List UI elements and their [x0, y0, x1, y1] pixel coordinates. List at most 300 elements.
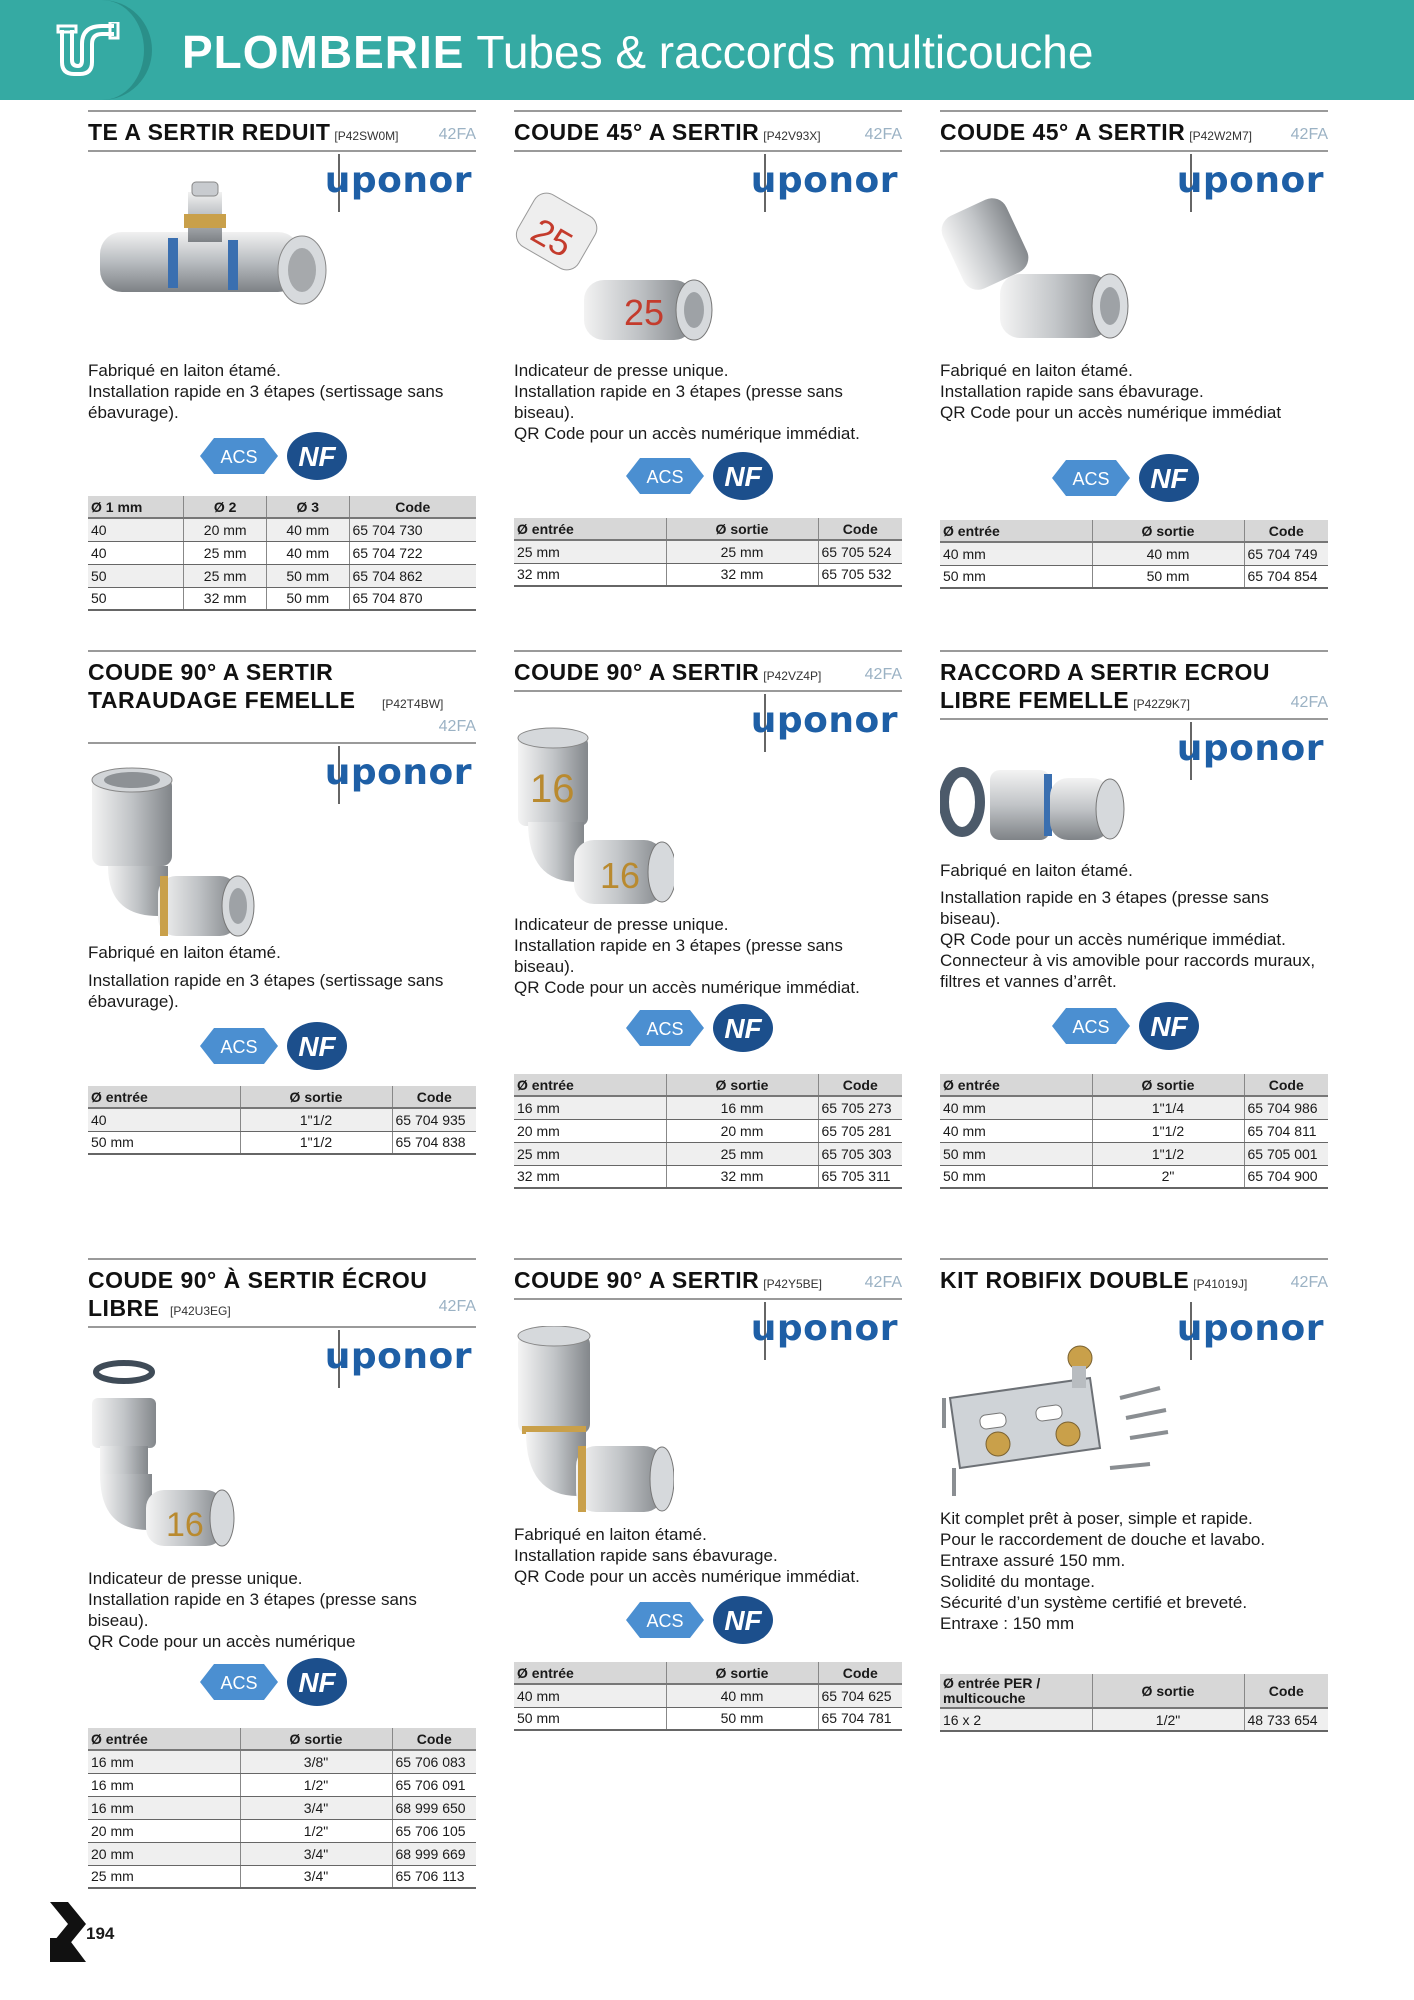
table-cell: 65 704 870	[349, 587, 476, 610]
page-number: 194	[86, 1924, 115, 1943]
elbow-90-female-image	[88, 766, 268, 946]
col-header: Ø sortie	[240, 1086, 392, 1108]
product-description	[514, 914, 902, 998]
table-cell: 3/4"	[240, 1842, 392, 1865]
table-cell: 40	[88, 1108, 240, 1131]
table-cell: 65 705 303	[818, 1142, 902, 1165]
table-cell: 1"1/2	[240, 1131, 392, 1154]
spec-table	[514, 1074, 902, 1189]
brand-text: uponor	[324, 160, 472, 201]
uponor-logo	[750, 154, 902, 212]
table-cell: 25 mm	[666, 1142, 818, 1165]
table-cell: 25 mm	[184, 541, 267, 564]
table-cell: 20 mm	[88, 1842, 240, 1865]
table-row	[940, 1142, 1328, 1165]
desc-line: QR Code pour un accès numérique immédiat	[940, 403, 1282, 422]
table-cell: 65 705 001	[1244, 1142, 1328, 1165]
product-title: COUDE 45° A SERTIR	[514, 119, 760, 145]
product-ref: [P42VZ4P]	[763, 669, 822, 683]
product-category: 42FA	[438, 126, 476, 143]
table-row	[88, 587, 476, 610]
desc-line: Sécurité d’un système certifié et breveté.	[940, 1593, 1248, 1612]
nf-text: NF	[724, 1013, 762, 1044]
table-cell: 65 706 113	[392, 1865, 476, 1888]
table-row	[940, 542, 1328, 565]
nf-badge	[1136, 1000, 1202, 1052]
table-cell: 3/4"	[240, 1865, 392, 1888]
desc-line: Fabriqué en laiton étamé.	[940, 361, 1133, 380]
table-cell: 2"	[1092, 1165, 1244, 1188]
col-header: Ø 3	[266, 496, 349, 518]
product-category: 42FA	[1290, 1274, 1328, 1291]
brand-text: uponor	[750, 700, 898, 741]
table-cell: 65 706 105	[392, 1819, 476, 1842]
elbow-90-nut-image	[88, 1360, 238, 1550]
col-header: Ø sortie	[1092, 1074, 1244, 1096]
table-cell: 40	[88, 518, 184, 541]
table-cell: 40 mm	[666, 1684, 818, 1707]
col-header: Ø sortie	[666, 518, 818, 540]
product-description	[940, 360, 1328, 423]
nf-badge	[284, 1656, 350, 1708]
product-kit-robifix-double	[940, 1258, 1328, 1758]
product-top-rule	[514, 650, 902, 652]
col-header: Code	[349, 496, 476, 518]
product-description	[514, 1524, 902, 1587]
uponor-logo	[324, 1330, 476, 1388]
uponor-logo	[1176, 722, 1328, 780]
acs-text: ACS	[646, 1611, 684, 1631]
acs-text: ACS	[646, 467, 684, 487]
table-cell: 40 mm	[266, 541, 349, 564]
col-header: Ø sortie	[1092, 520, 1244, 542]
table-cell: 65 704 862	[349, 564, 476, 587]
product-ref: [P42T4BW]	[382, 697, 444, 711]
table-row	[88, 564, 476, 587]
product-top-rule	[514, 110, 902, 112]
table-cell: 50 mm	[514, 1707, 666, 1730]
table-cell: 68 999 650	[392, 1796, 476, 1819]
table-cell: 65 705 311	[818, 1165, 902, 1188]
table-cell: 65 704 730	[349, 518, 476, 541]
nf-text: NF	[298, 1667, 336, 1698]
table-header-row	[88, 1728, 476, 1750]
table-cell: 20 mm	[184, 518, 267, 541]
product-description	[940, 1508, 1328, 1634]
desc-line: Installation rapide en 3 étapes (presse sans biseau).	[514, 382, 843, 422]
product-category: 42FA	[438, 718, 476, 735]
acs-text: ACS	[646, 1019, 684, 1039]
spec-table	[514, 518, 902, 587]
uponor-logo	[750, 1302, 902, 1360]
product-top-rule	[88, 1258, 476, 1260]
table-cell: 16 mm	[514, 1096, 666, 1119]
table-row	[940, 1708, 1328, 1731]
certifications	[200, 430, 360, 482]
product-ref: [P42W2M7]	[1189, 129, 1252, 143]
table-cell: 65 704 811	[1244, 1119, 1328, 1142]
table-row	[88, 1773, 476, 1796]
certifications	[626, 1002, 786, 1054]
product-title: COUDE 90° A SERTIR	[514, 659, 760, 685]
product-description	[88, 942, 476, 1012]
table-row	[88, 1819, 476, 1842]
table-row	[940, 1165, 1328, 1188]
table-cell: 32 mm	[514, 563, 666, 586]
te-fitting-image	[88, 172, 328, 342]
product-top-rule	[88, 650, 476, 652]
table-cell: 65 704 781	[818, 1707, 902, 1730]
product-top-rule	[514, 1258, 902, 1260]
section-name: PLOMBERIE	[182, 26, 465, 78]
table-cell: 32 mm	[514, 1165, 666, 1188]
col-header: Ø entrée	[940, 1074, 1092, 1096]
col-header: Code	[392, 1086, 476, 1108]
table-cell: 1"1/2	[1092, 1119, 1244, 1142]
robifix-kit-image	[940, 1328, 1180, 1498]
table-cell: 50 mm	[940, 1165, 1092, 1188]
col-header: Code	[392, 1728, 476, 1750]
product-title: RACCORD A SERTIR ECROU LIBRE FEMELLE	[940, 659, 1271, 713]
table-header-row	[514, 518, 902, 540]
product-title: COUDE 90° A SERTIR	[514, 1267, 760, 1293]
nf-badge	[284, 430, 350, 482]
spec-table	[88, 1086, 476, 1155]
table-cell: 65 705 532	[818, 563, 902, 586]
product-title-row	[88, 1266, 476, 1328]
table-cell: 1/2"	[240, 1773, 392, 1796]
table-cell: 32 mm	[666, 563, 818, 586]
brand-text: uponor	[750, 160, 898, 201]
table-row	[940, 1119, 1328, 1142]
table-header-row	[88, 1086, 476, 1108]
product-title-row	[940, 118, 1328, 152]
acs-text: ACS	[220, 447, 258, 467]
desc-line: QR Code pour un accès numérique immédiat.	[514, 978, 860, 997]
acs-text: ACS	[1072, 469, 1110, 489]
table-cell: 50	[88, 564, 184, 587]
desc-line: Entraxe : 150 mm	[940, 1614, 1075, 1633]
table-cell: 40 mm	[266, 518, 349, 541]
table-cell: 1"1/2	[240, 1108, 392, 1131]
product-title-row	[514, 658, 902, 692]
col-header: Ø entrée PER / multicouche	[940, 1674, 1092, 1708]
product-te-sertir-reduit	[88, 110, 476, 620]
product-coude-90-ecrou-libre	[88, 1258, 476, 1898]
product-ref: [P42V93X]	[763, 129, 821, 143]
product-category: 42FA	[1290, 126, 1328, 143]
col-header: Code	[818, 1662, 902, 1684]
col-header: Ø 2	[184, 496, 267, 518]
col-header: Ø entrée	[514, 1074, 666, 1096]
product-category: 42FA	[1290, 694, 1328, 711]
table-cell: 65 704 838	[392, 1131, 476, 1154]
table-cell: 65 704 854	[1244, 565, 1328, 588]
nf-badge	[710, 1594, 776, 1646]
table-cell: 1/2"	[1092, 1708, 1244, 1731]
table-cell: 50 mm	[266, 587, 349, 610]
table-row	[88, 1750, 476, 1773]
col-header: Code	[1244, 1074, 1328, 1096]
certifications	[1052, 452, 1212, 504]
table-cell: 50 mm	[1092, 565, 1244, 588]
col-header: Code	[818, 1074, 902, 1096]
table-cell: 16 mm	[88, 1750, 240, 1773]
desc-line: Kit complet prêt à poser, simple et rapide.	[940, 1509, 1253, 1528]
table-cell: 65 704 900	[1244, 1165, 1328, 1188]
product-coude-90-sertir-b	[514, 1258, 902, 1758]
product-ref: [P42SW0M]	[334, 129, 399, 143]
uponor-logo	[1176, 1302, 1328, 1360]
acs-badge	[626, 458, 704, 494]
desc-line: QR Code pour un accès numérique immédiat.	[940, 930, 1286, 949]
table-row	[88, 1865, 476, 1888]
product-description	[88, 1568, 476, 1652]
table-cell: 16 mm	[88, 1773, 240, 1796]
product-coude-45-sertir-b	[940, 110, 1328, 620]
product-title: COUDE 90° A SERTIR TARAUDAGE FEMELLE	[88, 659, 356, 713]
table-cell: 20 mm	[514, 1119, 666, 1142]
table-row	[514, 540, 902, 563]
product-title: TE A SERTIR REDUIT	[88, 119, 331, 145]
desc-line: Fabriqué en laiton étamé.	[514, 1525, 707, 1544]
table-header-row	[514, 1662, 902, 1684]
table-header-row	[514, 1074, 902, 1096]
product-coude-90-taraudage-femelle	[88, 650, 476, 1170]
table-cell: 65 705 273	[818, 1096, 902, 1119]
nf-text: NF	[298, 1031, 336, 1062]
table-row	[88, 541, 476, 564]
spec-table	[940, 520, 1328, 589]
product-category: 42FA	[864, 126, 902, 143]
product-description	[940, 860, 1328, 992]
desc-line: Installation rapide en 3 étapes (sertissage sans ébavurage).	[88, 971, 444, 1011]
product-title-row	[88, 118, 476, 152]
product-description	[514, 360, 902, 444]
uponor-logo	[324, 746, 476, 804]
certifications	[1052, 1000, 1212, 1052]
spec-table	[88, 496, 476, 611]
certifications	[626, 450, 786, 502]
uponor-logo	[750, 694, 902, 752]
svg-text:16: 16	[600, 855, 641, 896]
desc-line: QR Code pour un accès numérique immédiat.	[514, 1567, 860, 1586]
table-cell: 20 mm	[666, 1119, 818, 1142]
table-header-row	[940, 520, 1328, 542]
product-ref: [P41019J]	[1193, 1277, 1248, 1291]
brand-text: uponor	[750, 1308, 898, 1349]
uponor-logo	[1176, 154, 1328, 212]
col-header: Ø sortie	[666, 1074, 818, 1096]
table-row	[514, 1707, 902, 1730]
desc-line: QR Code pour un accès numérique immédiat.	[514, 424, 860, 443]
col-header: Code	[1244, 520, 1328, 542]
product-category: 42FA	[864, 1274, 902, 1291]
acs-badge	[626, 1010, 704, 1046]
table-cell: 25 mm	[184, 564, 267, 587]
desc-line: Fabriqué en laiton étamé.	[88, 361, 281, 380]
nf-text: NF	[724, 461, 762, 492]
table-cell: 50 mm	[266, 564, 349, 587]
desc-line: Installation rapide sans ébavurage.	[514, 1546, 778, 1565]
brand-text: uponor	[324, 752, 472, 793]
desc-line: Fabriqué en laiton étamé.	[88, 943, 281, 962]
spec-table	[940, 1674, 1328, 1732]
product-coude-45-sertir-a	[514, 110, 902, 620]
product-title: COUDE 45° A SERTIR	[940, 119, 1186, 145]
table-cell: 50 mm	[940, 565, 1092, 588]
brand-text: uponor	[1176, 728, 1324, 769]
table-cell: 20 mm	[88, 1819, 240, 1842]
table-cell: 50 mm	[88, 1131, 240, 1154]
table-header-row	[940, 1074, 1328, 1096]
table-cell: 32 mm	[666, 1165, 818, 1188]
table-row	[514, 563, 902, 586]
table-row	[88, 1842, 476, 1865]
table-cell: 40	[88, 541, 184, 564]
nf-text: NF	[1150, 463, 1188, 494]
nf-badge	[710, 450, 776, 502]
acs-badge	[626, 1602, 704, 1638]
product-category: 42FA	[864, 666, 902, 683]
desc-line: Installation rapide sans ébavurage.	[940, 382, 1204, 401]
table-row	[88, 1131, 476, 1154]
spec-table	[514, 1662, 902, 1731]
nut-fitting-image	[940, 750, 1130, 860]
product-category: 42FA	[438, 1298, 476, 1315]
nf-badge	[1136, 452, 1202, 504]
col-header: Ø sortie	[1092, 1674, 1244, 1708]
table-cell: 25 mm	[666, 540, 818, 563]
table-header-row	[940, 1674, 1328, 1708]
acs-text: ACS	[220, 1037, 258, 1057]
acs-text: ACS	[1072, 1017, 1110, 1037]
product-coude-90-sertir-a	[514, 650, 902, 1200]
brand-text: uponor	[1176, 160, 1324, 201]
product-top-rule	[940, 110, 1328, 112]
table-cell: 48 733 654	[1244, 1708, 1328, 1731]
col-header: Ø entrée	[88, 1086, 240, 1108]
section-icon-box	[0, 0, 152, 100]
table-cell: 65 704 935	[392, 1108, 476, 1131]
nf-text: NF	[724, 1605, 762, 1636]
table-cell: 3/8"	[240, 1750, 392, 1773]
desc-line: Installation rapide en 3 étapes (sertissage sans ébavurage).	[88, 382, 444, 422]
table-row	[88, 518, 476, 541]
table-cell: 68 999 669	[392, 1842, 476, 1865]
section-subtitle: Tubes & raccords multicouche	[476, 26, 1094, 78]
table-row	[514, 1119, 902, 1142]
col-header: Ø entrée	[940, 520, 1092, 542]
table-cell: 65 704 625	[818, 1684, 902, 1707]
desc-line: Indicateur de presse unique.	[514, 361, 729, 380]
table-cell: 1/2"	[240, 1819, 392, 1842]
table-row	[514, 1684, 902, 1707]
table-cell: 65 705 524	[818, 540, 902, 563]
product-top-rule	[88, 110, 476, 112]
acs-badge	[1052, 1008, 1130, 1044]
col-header: Ø entrée	[514, 1662, 666, 1684]
table-cell: 25 mm	[88, 1865, 240, 1888]
table-cell: 40 mm	[940, 1096, 1092, 1119]
col-header: Ø entrée	[514, 518, 666, 540]
table-cell: 40 mm	[940, 542, 1092, 565]
col-header: Ø entrée	[88, 1728, 240, 1750]
col-header: Ø sortie	[666, 1662, 818, 1684]
table-cell: 50 mm	[666, 1707, 818, 1730]
desc-line: Indicateur de presse unique.	[514, 915, 729, 934]
elbow-45-image	[940, 184, 1140, 354]
desc-line: Installation rapide en 3 étapes (presse sans biseau).	[88, 1590, 417, 1630]
svg-text:25: 25	[524, 209, 580, 266]
product-title-row	[514, 1266, 902, 1300]
table-cell: 65 705 281	[818, 1119, 902, 1142]
acs-badge	[200, 1664, 278, 1700]
table-row	[940, 1096, 1328, 1119]
table-cell: 40 mm	[514, 1684, 666, 1707]
table-cell: 16 mm	[88, 1796, 240, 1819]
desc-line: QR Code pour un accès numérique	[88, 1632, 356, 1651]
desc-line: Indicateur de presse unique.	[88, 1569, 303, 1588]
col-header: Ø sortie	[240, 1728, 392, 1750]
elbow-45-image	[514, 180, 714, 360]
desc-line: Entraxe assuré 150 mm.	[940, 1551, 1126, 1570]
table-cell: 65 706 091	[392, 1773, 476, 1796]
pipe-icon	[52, 22, 122, 82]
certifications	[200, 1020, 360, 1072]
table-cell: 16 mm	[666, 1096, 818, 1119]
table-cell: 32 mm	[184, 587, 267, 610]
svg-text:16: 16	[530, 767, 575, 811]
desc-line: Connecteur à vis amovible pour raccords muraux, filtres et vannes d’arrêt.	[940, 951, 1316, 991]
desc-line: Installation rapide en 3 étapes (presse sans biseau).	[940, 888, 1269, 928]
product-ref: [P42Y5BE]	[763, 1277, 822, 1291]
col-header: Ø 1 mm	[88, 496, 184, 518]
product-title: KIT ROBIFIX DOUBLE	[940, 1267, 1190, 1293]
page-arrow-icon	[50, 1902, 86, 1966]
table-row	[88, 1108, 476, 1131]
acs-badge	[200, 438, 278, 474]
desc-line: Fabriqué en laiton étamé.	[940, 861, 1133, 880]
product-title-row	[514, 118, 902, 152]
product-top-rule	[940, 650, 1328, 652]
table-cell: 65 704 749	[1244, 542, 1328, 565]
nf-text: NF	[298, 441, 336, 472]
table-row	[514, 1165, 902, 1188]
table-cell: 50	[88, 587, 184, 610]
product-title-row	[940, 658, 1328, 720]
brand-text: uponor	[1176, 1308, 1324, 1349]
table-row	[514, 1142, 902, 1165]
col-header: Code	[818, 518, 902, 540]
table-cell: 65 706 083	[392, 1750, 476, 1773]
acs-badge	[200, 1028, 278, 1064]
product-title-row	[940, 1266, 1328, 1298]
svg-text:25: 25	[624, 292, 665, 333]
table-row	[88, 1796, 476, 1819]
table-row	[940, 565, 1328, 588]
table-row	[514, 1096, 902, 1119]
elbow-90-image	[514, 722, 674, 912]
table-cell: 40 mm	[940, 1119, 1092, 1142]
nf-badge	[710, 1002, 776, 1054]
spec-table	[88, 1728, 476, 1889]
product-description	[88, 360, 476, 423]
table-cell: 40 mm	[1092, 542, 1244, 565]
product-ref: [P42Z9K7]	[1133, 697, 1190, 711]
spec-table	[940, 1074, 1328, 1189]
table-cell: 50 mm	[940, 1142, 1092, 1165]
